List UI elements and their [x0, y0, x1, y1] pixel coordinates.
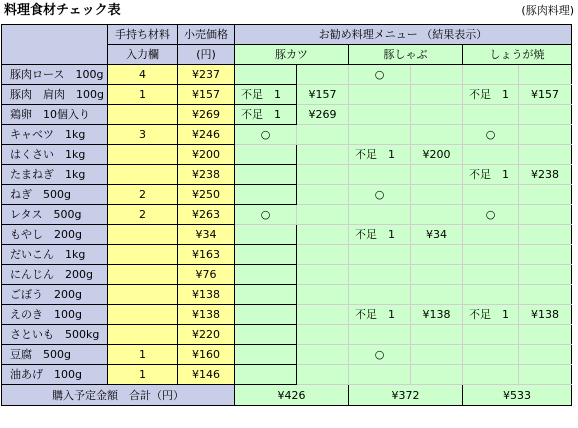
retail-price-cell: ¥246	[178, 125, 235, 145]
dish-status-cell	[235, 285, 297, 305]
dish-cost-cell	[411, 325, 463, 345]
dish-cost-cell	[519, 285, 572, 305]
table-row	[2, 125, 572, 145]
dish-cost-cell	[297, 325, 349, 345]
stock-input-cell[interactable]: 2	[108, 205, 178, 225]
table-row	[2, 305, 572, 325]
dish-status-cell	[235, 65, 297, 85]
dish-status-cell	[463, 325, 519, 345]
dish-cost-cell	[519, 325, 572, 345]
header-blank-cell	[2, 25, 108, 65]
ingredient-name: だいこん 1kg	[2, 245, 108, 265]
stock-input-cell[interactable]	[108, 325, 178, 345]
dish-status-cell: ○	[349, 345, 411, 365]
dish-cost-cell: ¥238	[519, 165, 572, 185]
retail-price-cell: ¥237	[178, 65, 235, 85]
dish-cost-cell	[297, 285, 349, 305]
dish-cost-cell	[411, 345, 463, 365]
ingredient-name: レタス 500g	[2, 205, 108, 225]
dish-cost-cell	[297, 65, 349, 85]
dish-cost-cell	[519, 65, 572, 85]
table-row	[2, 165, 572, 185]
dish-cost-cell	[297, 245, 349, 265]
table-row	[2, 265, 572, 285]
sheet-title: 料理食材チェック表	[4, 3, 121, 18]
dish-status-cell	[349, 365, 411, 385]
retail-price-cell: ¥76	[178, 265, 235, 285]
dish-status-cell	[349, 165, 411, 185]
dish-status-cell: 不足 1	[463, 85, 519, 105]
stock-input-cell[interactable]	[108, 225, 178, 245]
sheet-subtitle: (豚肉料理)	[521, 4, 574, 17]
table-row	[2, 185, 572, 205]
dish-status-cell: 不足 1	[349, 305, 411, 325]
dish-status-cell: ○	[349, 185, 411, 205]
dish-cost-cell	[297, 345, 349, 365]
header-price: 小売価格	[178, 25, 235, 45]
header-price-unit: (円)	[178, 45, 235, 65]
stock-input-cell[interactable]: 1	[108, 365, 178, 385]
ingredient-name: えのき 100g	[2, 305, 108, 325]
dish-cost-cell: ¥200	[411, 145, 463, 165]
table-row	[2, 205, 572, 225]
total-label: 購入予定金額 合計（円）	[2, 385, 235, 406]
dish-status-cell	[235, 365, 297, 385]
stock-input-cell[interactable]: 1	[108, 345, 178, 365]
dish-cost-cell	[297, 265, 349, 285]
ingredient-name: 鶏卵 10個入り	[2, 105, 108, 125]
dish-status-cell: 不足 1	[463, 165, 519, 185]
ingredient-name: たまねぎ 1kg	[2, 165, 108, 185]
dish-cost-cell: ¥34	[411, 225, 463, 245]
dish-cost-cell	[297, 225, 349, 245]
ingredient-name: ごぼう 200g	[2, 285, 108, 305]
dish-cost-cell: ¥138	[519, 305, 572, 325]
stock-input-cell[interactable]: 2	[108, 185, 178, 205]
dish-status-cell	[235, 165, 297, 185]
dish-cost-cell	[519, 185, 572, 205]
stock-input-cell[interactable]	[108, 145, 178, 165]
dish-status-cell: 不足 1	[349, 225, 411, 245]
ingredient-name: 豚肉 肩肉 100g	[2, 85, 108, 105]
dish-cost-cell	[297, 205, 349, 225]
stock-input-cell[interactable]	[108, 245, 178, 265]
dish-cost-cell	[297, 145, 349, 165]
retail-price-cell: ¥163	[178, 245, 235, 265]
dish-cost-cell	[411, 165, 463, 185]
retail-price-cell: ¥269	[178, 105, 235, 125]
ingredient-name: もやし 200g	[2, 225, 108, 245]
dish-cost-cell	[411, 105, 463, 125]
dish-cost-cell	[297, 305, 349, 325]
dish-cost-cell	[519, 145, 572, 165]
dish-cost-cell	[519, 365, 572, 385]
header-stock: 手持ち材料	[108, 25, 178, 45]
retail-price-cell: ¥138	[178, 305, 235, 325]
total-value: ¥372	[349, 385, 463, 406]
retail-price-cell: ¥34	[178, 225, 235, 245]
dish-status-cell	[235, 145, 297, 165]
dish-status-cell: 不足 1	[463, 305, 519, 325]
dish-cost-cell	[411, 245, 463, 265]
retail-price-cell: ¥200	[178, 145, 235, 165]
stock-input-cell[interactable]	[108, 265, 178, 285]
total-value: ¥533	[463, 385, 572, 406]
ingredient-name: 豆腐 500g	[2, 345, 108, 365]
retail-price-cell: ¥157	[178, 85, 235, 105]
dish-cost-cell	[411, 125, 463, 145]
dish-cost-cell: ¥138	[411, 305, 463, 325]
dish-status-cell: ○	[235, 205, 297, 225]
stock-input-cell[interactable]: 4	[108, 65, 178, 85]
dish-status-cell	[235, 325, 297, 345]
dish-cost-cell	[519, 205, 572, 225]
dish-cost-cell	[411, 185, 463, 205]
dish-cost-cell	[411, 365, 463, 385]
dish-status-cell	[463, 105, 519, 125]
dish-status-cell	[349, 265, 411, 285]
header-dish-shabu: 豚しゃぶ	[349, 45, 463, 65]
stock-input-cell[interactable]: 3	[108, 125, 178, 145]
ingredient-name: ねぎ 500g	[2, 185, 108, 205]
dish-cost-cell	[297, 365, 349, 385]
total-value: ¥426	[235, 385, 349, 406]
dish-cost-cell	[297, 165, 349, 185]
dish-status-cell: 不足 1	[349, 145, 411, 165]
dish-status-cell	[235, 345, 297, 365]
dish-status-cell	[235, 245, 297, 265]
dish-cost-cell	[411, 265, 463, 285]
dish-status-cell	[463, 245, 519, 265]
dish-status-cell	[463, 265, 519, 285]
ingredient-name: キャベツ 1kg	[2, 125, 108, 145]
header-dish-shogayaki: しょうが焼	[463, 45, 572, 65]
dish-status-cell	[349, 105, 411, 125]
stock-input-cell[interactable]	[108, 165, 178, 185]
dish-cost-cell: ¥269	[297, 105, 349, 125]
dish-cost-cell	[519, 125, 572, 145]
ingredient-name: はくさい 1kg	[2, 145, 108, 165]
table-row	[2, 105, 572, 125]
dish-cost-cell	[519, 265, 572, 285]
ingredient-name: 油あげ 100g	[2, 365, 108, 385]
ingredient-check-table	[1, 24, 572, 406]
dish-cost-cell	[519, 225, 572, 245]
dish-status-cell: ○	[463, 205, 519, 225]
dish-cost-cell: ¥157	[519, 85, 572, 105]
dish-status-cell	[463, 65, 519, 85]
total-row	[2, 385, 572, 406]
dish-cost-cell	[411, 65, 463, 85]
dish-status-cell: 不足 1	[235, 85, 297, 105]
dish-status-cell	[463, 145, 519, 165]
retail-price-cell: ¥160	[178, 345, 235, 365]
dish-cost-cell	[297, 125, 349, 145]
retail-price-cell: ¥220	[178, 325, 235, 345]
dish-status-cell	[463, 365, 519, 385]
retail-price-cell: ¥250	[178, 185, 235, 205]
table-row	[2, 85, 572, 105]
dish-status-cell	[235, 185, 297, 205]
ingredient-name: さといも 500kg	[2, 325, 108, 345]
table-row	[2, 285, 572, 305]
retail-price-cell: ¥146	[178, 365, 235, 385]
table-row	[2, 345, 572, 365]
header-menu-group: お勧め料理メニュー （結果表示）	[235, 25, 572, 45]
header-stock-input: 入力欄	[108, 45, 178, 65]
dish-status-cell	[463, 345, 519, 365]
stock-input-cell[interactable]	[108, 285, 178, 305]
dish-cost-cell	[519, 105, 572, 125]
stock-input-cell[interactable]: 1	[108, 85, 178, 105]
table-row	[2, 225, 572, 245]
retail-price-cell: ¥138	[178, 285, 235, 305]
dish-status-cell	[349, 245, 411, 265]
dish-status-cell	[349, 85, 411, 105]
retail-price-cell: ¥263	[178, 205, 235, 225]
dish-status-cell	[463, 185, 519, 205]
header-dish-tonkatsu: 豚カツ	[235, 45, 349, 65]
dish-cost-cell	[519, 345, 572, 365]
dish-cost-cell	[411, 205, 463, 225]
retail-price-cell: ¥238	[178, 165, 235, 185]
dish-status-cell	[349, 325, 411, 345]
dish-status-cell	[235, 305, 297, 325]
dish-status-cell	[349, 125, 411, 145]
dish-status-cell: ○	[463, 125, 519, 145]
dish-cost-cell: ¥157	[297, 85, 349, 105]
stock-input-cell[interactable]	[108, 305, 178, 325]
dish-status-cell: ○	[235, 125, 297, 145]
dish-cost-cell	[519, 245, 572, 265]
dish-cost-cell	[297, 185, 349, 205]
stock-input-cell[interactable]	[108, 105, 178, 125]
dish-status-cell	[235, 225, 297, 245]
table-row	[2, 365, 572, 385]
dish-cost-cell	[411, 285, 463, 305]
dish-status-cell: ○	[349, 65, 411, 85]
dish-status-cell	[463, 225, 519, 245]
dish-status-cell	[349, 285, 411, 305]
ingredient-name: 豚肉ロース 100g	[2, 65, 108, 85]
table-row	[2, 65, 572, 85]
dish-cost-cell	[411, 85, 463, 105]
ingredient-name: にんじん 200g	[2, 265, 108, 285]
table-row	[2, 145, 572, 165]
dish-status-cell	[463, 285, 519, 305]
dish-status-cell: 不足 1	[235, 105, 297, 125]
dish-status-cell	[349, 205, 411, 225]
table-row	[2, 325, 572, 345]
dish-status-cell	[235, 265, 297, 285]
table-row	[2, 245, 572, 265]
